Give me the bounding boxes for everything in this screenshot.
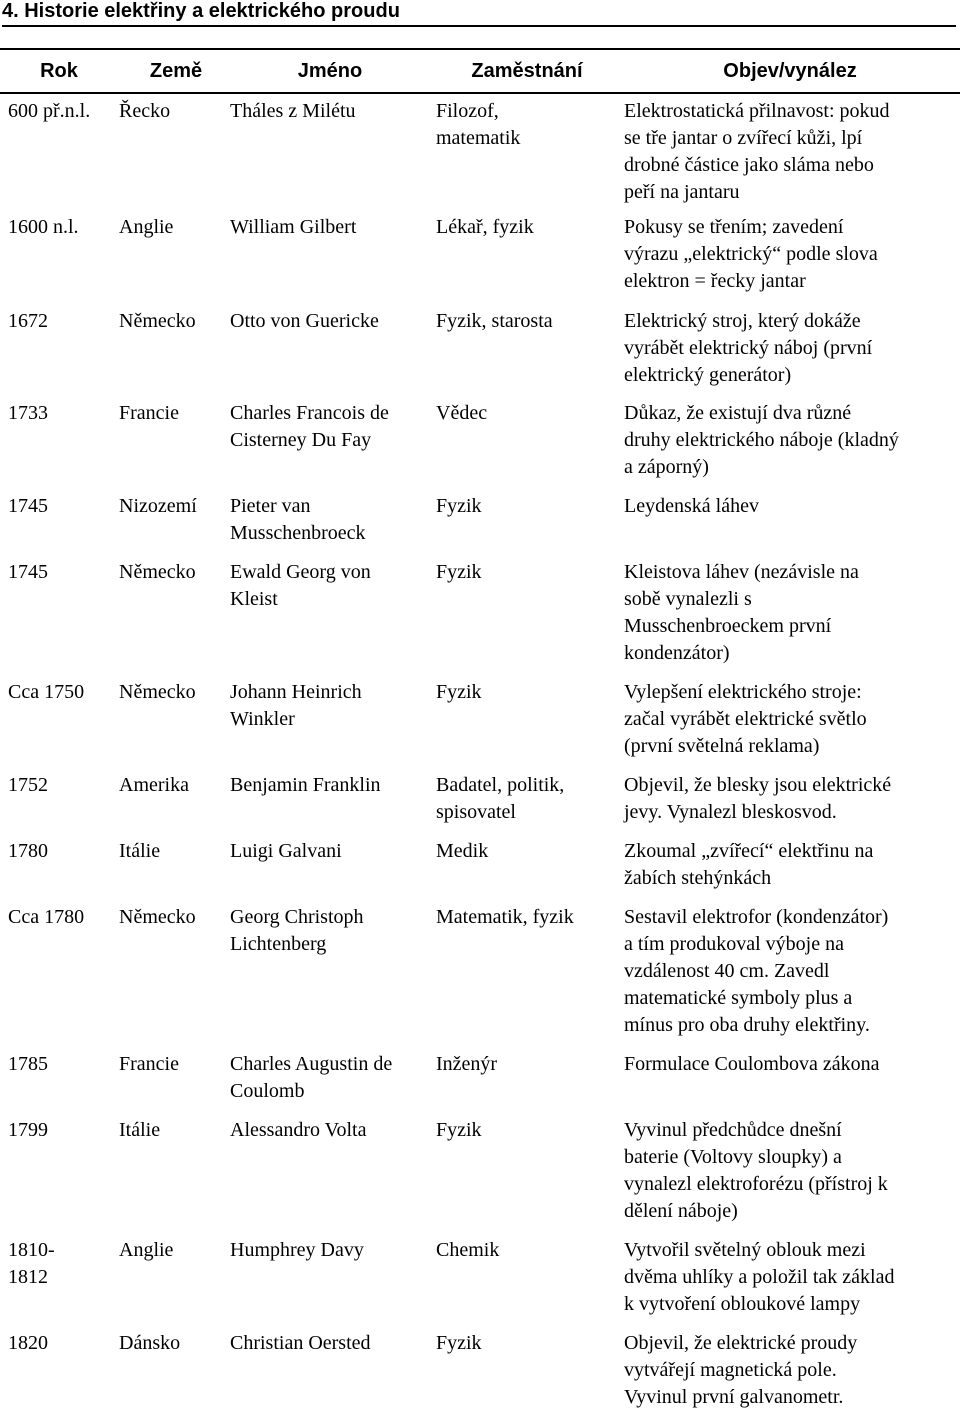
cell-country: Francie <box>119 402 179 424</box>
cell-name: Humphrey Davy <box>230 1239 364 1261</box>
cell-job: Fyzik <box>436 1332 482 1354</box>
cell-job: Fyzik, starosta <box>436 310 553 332</box>
cell-year: 1600 n.l. <box>8 216 79 238</box>
cell-name: Charles Augustin de Coulomb <box>230 1053 393 1102</box>
cell-year: 1780 <box>8 840 48 862</box>
cell-job: Fyzik <box>436 681 482 703</box>
cell-invention: Pokusy se třením; zavedení výrazu „elektrický“ podle slova elektron = řecky jantar <box>624 216 878 292</box>
cell-name: Charles Francois de Cisterney Du Fay <box>230 402 389 451</box>
cell-year: 1799 <box>8 1119 48 1141</box>
cell-name: Benjamin Franklin <box>230 774 381 796</box>
cell-year: 1785 <box>8 1053 48 1075</box>
table-row <box>0 400 960 493</box>
table-row <box>0 1237 960 1330</box>
cell-name: Christian Oersted <box>230 1332 371 1354</box>
cell-country: Anglie <box>119 216 174 238</box>
cell-year: 1820 <box>8 1332 48 1354</box>
table-row <box>0 904 960 1051</box>
cell-invention: Kleistova láhev (nezávisle na sobě vynalezli s Musschenbroeckem první kondenzátor) <box>624 561 859 664</box>
cell-name: Luigi Galvani <box>230 840 342 862</box>
page-heading: 4. Historie elektřiny a elektrického proudu <box>2 0 956 27</box>
cell-year: 1745 <box>8 561 48 583</box>
cell-invention: Objevil, že elektrické proudy vytvářejí magnetická pole. Vyvinul první galvanometr. <box>624 1332 858 1408</box>
cell-country: Německo <box>119 906 196 928</box>
cell-job: Fyzik <box>436 495 482 517</box>
cell-year: 1810- 1812 <box>8 1239 55 1288</box>
cell-country: Itálie <box>119 1119 161 1141</box>
cell-country: Dánsko <box>119 1332 181 1354</box>
table-row <box>0 559 960 679</box>
cell-invention: Důkaz, že existují dva různé druhy elektrického náboje (kladný a záporný) <box>624 402 899 478</box>
history-table <box>0 48 960 1420</box>
cell-year: 1733 <box>8 402 48 424</box>
cell-country: Německo <box>119 561 196 583</box>
cell-year: Cca 1780 <box>8 906 85 928</box>
cell-name: Tháles z Milétu <box>230 100 356 122</box>
cell-job: Badatel, politik, spisovatel <box>436 774 565 823</box>
cell-year: 1752 <box>8 774 48 796</box>
cell-name: Johann Heinrich Winkler <box>230 681 362 730</box>
cell-job: Vědec <box>436 402 488 424</box>
cell-year: 1745 <box>8 495 48 517</box>
cell-year: Cca 1750 <box>8 681 85 703</box>
cell-name: Otto von Guericke <box>230 310 379 332</box>
cell-job: Lékař, fyzik <box>436 216 534 238</box>
cell-name: Ewald Georg von Kleist <box>230 561 371 610</box>
cell-name: William Gilbert <box>230 216 357 238</box>
cell-country: Amerika <box>119 774 189 796</box>
cell-year: 600 př.n.l. <box>8 100 91 122</box>
column-header-year: Rok <box>40 60 78 82</box>
table-row <box>0 493 960 559</box>
cell-country: Německo <box>119 681 196 703</box>
cell-country: Anglie <box>119 1239 174 1261</box>
cell-job: Chemik <box>436 1239 500 1261</box>
cell-invention: Leydenská láhev <box>624 495 759 517</box>
table-row <box>0 1330 960 1420</box>
table-row <box>0 1117 960 1237</box>
cell-invention: Sestavil elektrofor (kondenzátor) a tím produkoval výboje na vzdálenost 40 cm. Zavedl matematické symboly plus a mínus pro oba druhy elektřiny. <box>624 906 889 1036</box>
cell-name: Pieter van Musschenbroeck <box>230 495 366 544</box>
column-header-job: Zaměstnání <box>471 60 583 82</box>
cell-job: Inženýr <box>436 1053 498 1075</box>
cell-job: Fyzik <box>436 561 482 583</box>
column-header-invention: Objev/vynález <box>723 60 857 82</box>
column-header-name: Jméno <box>297 60 363 82</box>
cell-invention: Zkoumal „zvířecí“ elektřinu na žabích stehýnkách <box>624 840 874 889</box>
table-row <box>0 838 960 904</box>
cell-name: Alessandro Volta <box>230 1119 367 1141</box>
cell-name: Georg Christoph Lichtenberg <box>230 906 364 955</box>
cell-country: Nizozemí <box>119 495 197 517</box>
cell-invention: Vylepšení elektrického stroje: začal vyrábět elektrické světlo (první světelná reklama) <box>624 681 867 757</box>
cell-invention: Vytvořil světelný oblouk mezi dvěma uhlíky a položil tak základ k vytvoření obloukové lampy <box>624 1239 895 1315</box>
cell-country: Řecko <box>119 100 171 122</box>
cell-country: Itálie <box>119 840 161 862</box>
cell-invention: Elektrostatická přilnavost: pokud se tře jantar o zvířecí kůži, lpí drobné částice jako sláma nebo peří na jantaru <box>624 100 890 203</box>
cell-job: Filozof, matematik <box>436 100 521 149</box>
table-row <box>0 1051 960 1117</box>
cell-job: Medik <box>436 840 489 862</box>
table-row <box>0 214 960 308</box>
table-row <box>0 94 960 214</box>
cell-job: Matematik, fyzik <box>436 906 574 928</box>
cell-country: Německo <box>119 310 196 332</box>
cell-job: Fyzik <box>436 1119 482 1141</box>
cell-invention: Vyvinul předchůdce dnešní baterie (Voltovy sloupky) a vynalezl elektroforézu (přístroj k dělení náboje) <box>624 1119 888 1222</box>
cell-invention: Objevil, že blesky jsou elektrické jevy. Vynalezl bleskosvod. <box>624 774 892 823</box>
table-row <box>0 772 960 838</box>
table-row <box>0 308 960 400</box>
table-row <box>0 679 960 772</box>
column-header-country: Země <box>149 60 203 82</box>
table-header <box>0 48 960 94</box>
cell-country: Francie <box>119 1053 179 1075</box>
cell-year: 1672 <box>8 310 48 332</box>
cell-invention: Formulace Coulombova zákona <box>624 1053 880 1075</box>
cell-invention: Elektrický stroj, který dokáže vyrábět elektrický náboj (první elektrický generátor) <box>624 310 873 386</box>
